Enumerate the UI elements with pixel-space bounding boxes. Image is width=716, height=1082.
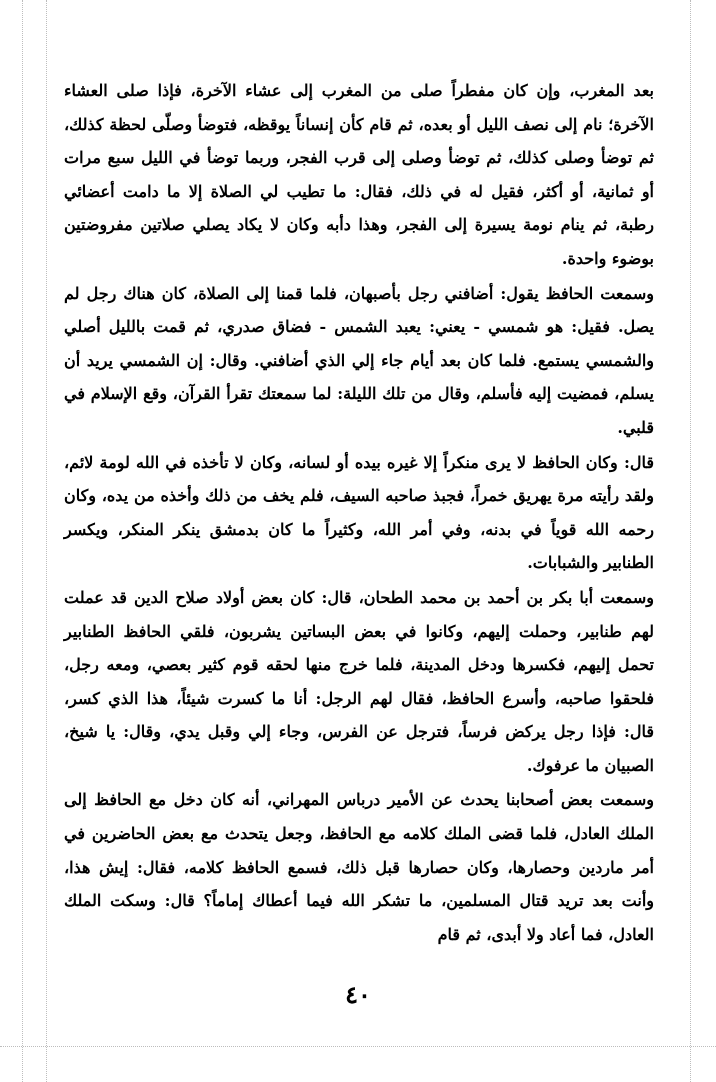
margin-guide-right: [690, 0, 691, 1082]
paragraph-4: وسمعت أبا بكر بن أحمد بن محمد الطحان، قال: كان بعض أولاد صلاح الدين قد عملت لهم طنابير، وحملت إليهم، وكانوا في بعض البساتين يشربون، فلقي الحافظ الطنابير تحمل إليهم، فكسرها ودخل المدينة، فلما خرج منها لحقه قوم كثير بعصي، ومعه رجل، فلحقوا صاحبه، وأسرع الحافظ، فقال لهم الرجل: أنا ما كسرت شيئاً، هذا الذي كسر، قال: فإذا رجل يركض فرساً، فترجل عن الفرس، وجاء إلي وقبل يدي، وقال: يا شيخ، الصبيان ما عرفوك.: [64, 587, 654, 775]
margin-guide-left: [22, 0, 23, 1082]
paragraph-2: وسمعت الحافظ يقول: أضافني رجل بأصبهان، فلما قمنا إلى الصلاة، كان هناك رجل لم يصل. فقيل: هو شمسي - يعني: يعبد الشمس - فضاق صدري، ثم قمت بالليل أصلي والشمسي يستمع. فلما كان بعد أيام جاء إلي الذي أضافني. وقال: إن الشمسي يريد أن يسلم، فمضيت إليه فأسلم، وقال من تلك الليلة: لما سمعتك تقرأ القرآن، وقع الإسلام في قلبي.: [64, 283, 654, 437]
margin-guide-bottom: [0, 1046, 716, 1047]
page-number: ٤٠: [345, 980, 371, 1009]
paragraph-1: بعد المغرب، وإن كان مفطراً صلى من المغرب إلى عشاء الآخرة، فإذا صلى العشاء الآخرة؛ نام إلى نصف الليل أو بعده، ثم قام كأن إنساناً يوقظه، فتوضأ وصلّى لحظة كذلك، ثم توضأ وصلى كذلك، ثم توضأ وصلى إلى قرب الفجر، وربما توضأ في الليل سبع مرات أو ثمانية، أو أكثر، فقيل له في ذلك، فقال: ما تطيب لي الصلاة إلا ما دامت أعضائي رطبة، ثم ينام نومة يسيرة إلى الفجر، وهذا دأبه وكان لا يكاد يصلي صلاتين مفروضتين بوضوء واحدة.: [64, 81, 655, 268]
margin-guide-left-inner: [46, 0, 47, 1082]
paragraph-5: وسمعت بعض أصحابنا يحدث عن الأمير درباس المهراني، أنه كان دخل مع الحافظ إلى الملك العادل، فلما قضى الملك كلامه مع الحافظ، وجعل يتحدث مع بعض الحاضرين في أمر ماردين وحصارها، وكان حصارها قبل ذلك، فسمع الحافظ كلامه، فقال: إيش هذا، وأنت بعد تريد قتال المسلمين، ما تشكر الله فيما أعطاك إماماً؟ قال: وسكت الملك العادل، فما أعاد ولا أبدى، ثم قام: [64, 790, 654, 944]
page-text-body: [64, 74, 654, 951]
paragraph-3: قال: وكان الحافظ لا يرى منكراً إلا غيره بيده أو لسانه، وكان لا تأخذه في الله لومة لائم، ولقد رأيته مرة يهريق خمراً، فجبذ صاحبه السيف، فلم يخف من ذلك وأخذه من يده، وكان رحمه الله قوياً في بدنه، وفي أمر الله، وكثيراً ما كان بدمشق ينكر المنكر، ويكسر الطنابير والشبابات.: [64, 452, 655, 573]
